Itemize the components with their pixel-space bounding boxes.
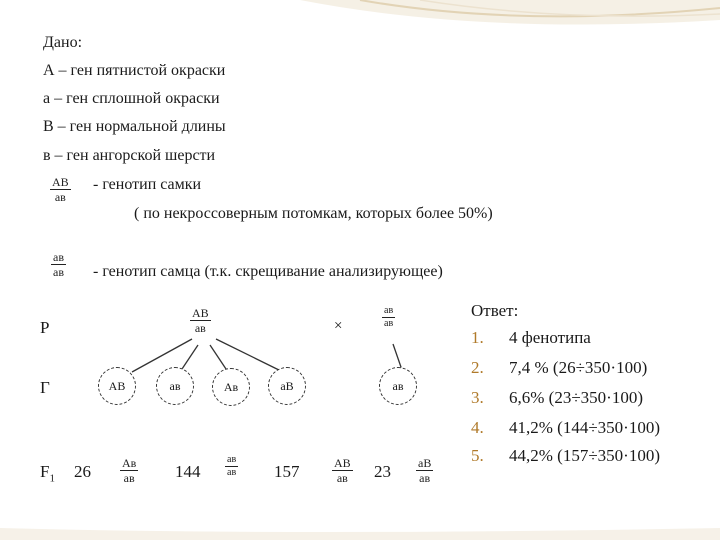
answer-item — [471, 415, 660, 441]
male-genotype-label: - генотип самца (т.к. скрещивание анализирующее) — [93, 263, 443, 280]
offspring-genotype-fraction — [332, 457, 353, 484]
parent-female-fraction — [190, 307, 211, 334]
offspring-label-subscript: 1 — [49, 472, 55, 485]
offspring-label — [40, 462, 55, 484]
fraction-numerator: АВ — [52, 175, 69, 189]
gamete-circle: АВ — [98, 367, 136, 405]
parent-male-fraction — [382, 306, 395, 329]
fraction-numerator: ав — [53, 250, 64, 264]
answer-item — [471, 385, 643, 411]
offspring-count: 23 — [374, 462, 391, 481]
answer-item-number: 2. — [471, 358, 484, 377]
cross-sign: × — [334, 318, 343, 334]
answer-item — [471, 443, 660, 469]
answer-item-number: 3. — [471, 388, 484, 407]
gamete-circle: ав — [379, 367, 417, 405]
fraction-denominator: ав — [53, 265, 64, 279]
gamete-circle: ав — [156, 367, 194, 405]
gene-line: А – ген пятнистой окраски — [43, 62, 226, 79]
fraction-denominator: ав — [227, 467, 237, 478]
answer-item-number: 4. — [471, 418, 484, 437]
fraction-numerator: АВ — [192, 306, 209, 320]
fraction-denominator: ав — [54, 190, 66, 204]
answer-item-number: 1. — [471, 328, 484, 347]
fraction-denominator: ав — [384, 318, 394, 329]
fraction-numerator: ав — [227, 454, 237, 465]
given-title: Дано: — [43, 34, 83, 51]
offspring-count: 157 — [274, 462, 300, 481]
fraction-numerator: аВ — [418, 456, 432, 470]
answer-item-text: 4 фенотипа — [509, 328, 591, 347]
answer-item — [471, 325, 591, 351]
female-genotype-label: - генотип самки — [93, 176, 202, 193]
offspring-count: 144 — [175, 462, 201, 481]
parents-label: Р — [40, 318, 50, 337]
answer-item-number: 5. — [471, 446, 484, 465]
fraction-denominator: ав — [123, 471, 135, 485]
offspring-label-letter: F — [40, 462, 50, 481]
gene-line: в – ген ангорской шерсти — [43, 147, 216, 164]
answer-item-text: 6,6% (23÷350·100) — [509, 388, 643, 407]
fraction-denominator: ав — [336, 471, 348, 485]
offspring-count: 26 — [74, 462, 91, 481]
gene-line: а – ген сплошной окраски — [43, 90, 220, 107]
fraction-denominator: ав — [419, 471, 431, 485]
answer-item — [471, 355, 647, 381]
offspring-genotype-fraction — [416, 457, 433, 484]
offspring-genotype-fraction — [120, 457, 138, 484]
fraction-denominator: ав — [194, 321, 206, 335]
gamete-circle: аВ — [268, 367, 306, 405]
fraction-numerator: АВ — [334, 456, 351, 470]
offspring-genotype-fraction — [225, 455, 238, 478]
answer-item-text: 41,2% (144÷350·100) — [509, 418, 660, 437]
gene-line: В – ген нормальной длины — [43, 118, 226, 135]
gametes-label: Г — [40, 378, 50, 397]
fraction-numerator: ав — [384, 305, 394, 316]
gamete-circle: Ав — [212, 368, 250, 406]
fraction-numerator: Ав — [122, 456, 137, 470]
male-genotype-fraction — [51, 251, 66, 278]
answer-item-text: 7,4 % (26÷350·100) — [509, 358, 648, 377]
answer-item-text: 44,2% (157÷350·100) — [509, 446, 660, 465]
answer-title: Ответ: — [471, 301, 519, 320]
female-genotype-fraction — [50, 176, 71, 203]
female-genotype-note: ( по некроссоверным потомкам, которых более 50%) — [134, 205, 493, 222]
